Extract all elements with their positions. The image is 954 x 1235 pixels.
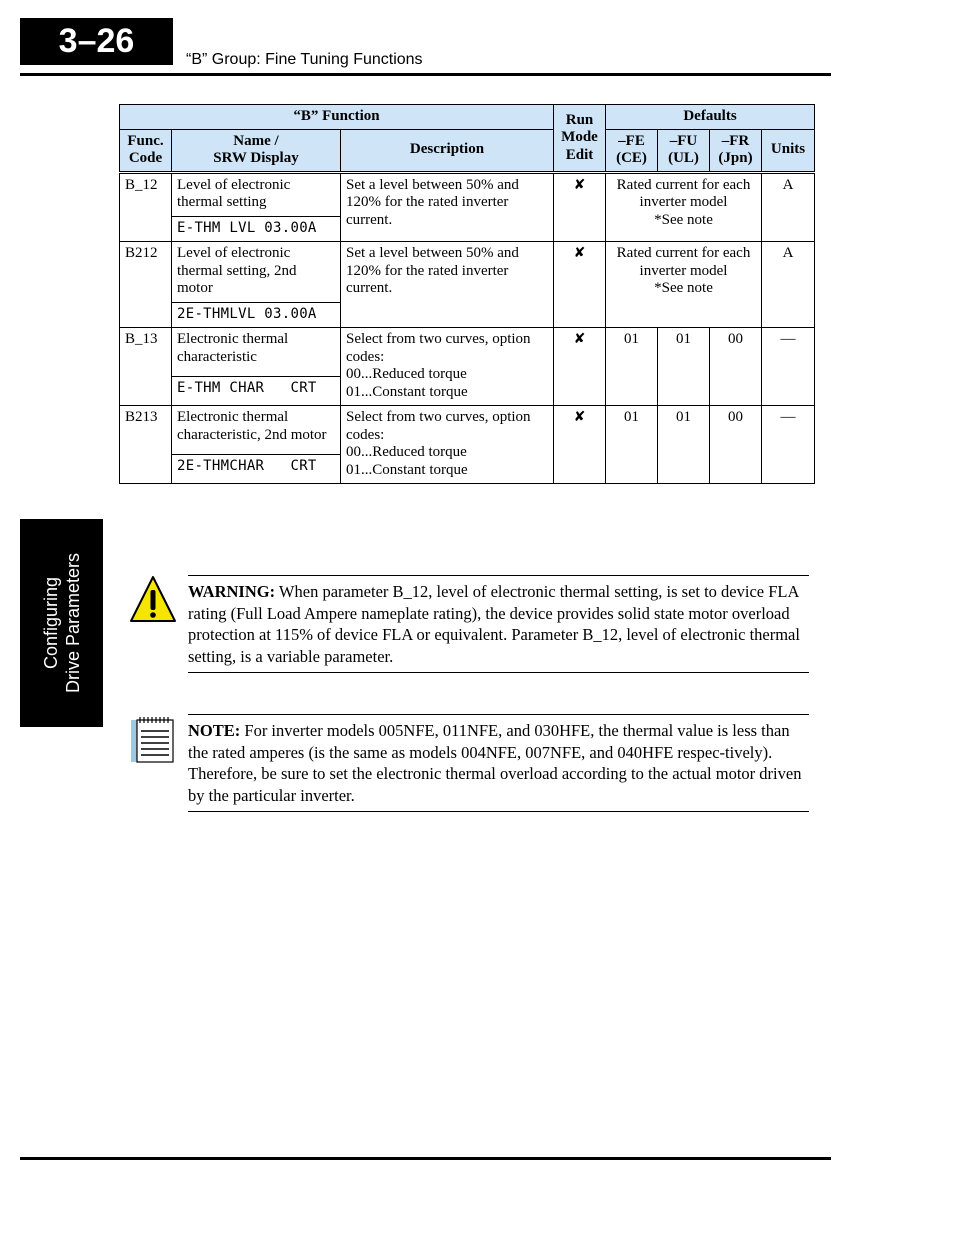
fr-line2: (Jpn) [718,150,753,166]
run-mode-edit-mark [554,328,606,406]
run-mode-edit-mark [554,406,606,484]
x-mark-icon: ✘ [573,245,586,261]
option-item [346,444,548,462]
option-item [346,384,548,402]
param-description [341,406,554,484]
param-description [341,328,554,406]
header-rule [20,73,831,76]
units-header: Units [762,129,815,172]
default-fu: 01 [658,328,710,406]
func-code-line2: Code [128,150,163,166]
option-label: Reduced torque [372,444,467,460]
defaults-text: Rated current for each inverter model [616,176,751,210]
defaults-merged [606,242,762,328]
srw-display: E-THM CHAR CRT [172,376,341,405]
page-number: 3–26 [20,18,173,65]
table-row [120,406,815,455]
warning-text [188,576,809,673]
header-row-1 [120,105,815,130]
name-srw-line1: Name / [233,132,279,149]
fu-line2: (UL) [668,150,699,166]
func-code-line1: Func. [127,132,164,149]
table-row [120,172,815,216]
srw-display: E-THM LVL 03.00A [172,216,341,242]
description-text: Select from two curves, option codes: [346,331,531,365]
srw-display: 2E-THMLVL 03.00A [172,302,341,328]
fe-line1: –FE [618,132,645,149]
header-row-2 [120,129,815,172]
side-tab [20,519,103,727]
param-description: Set a level between 50% and 120% for the rated inverter current. [341,172,554,242]
description-header: Description [341,129,554,172]
table-row [120,328,815,377]
note-text [188,715,809,812]
b-function-header: “B” Function [120,105,554,130]
defaults-text: Rated current for each inverter model [616,245,751,279]
fe-line2: (CE) [616,150,647,166]
defaults-header: Defaults [606,105,815,130]
fe-header [606,129,658,172]
x-mark-icon: ✘ [573,331,586,347]
func-code: B_13 [120,328,172,406]
option-label: Reduced torque [372,366,467,382]
warning-block [188,575,809,673]
side-tab-line1: Configuring [40,576,61,670]
fu-line1: –FU [669,132,698,149]
run-mode-edit-header [554,105,606,173]
option-label: Constant torque [372,383,468,400]
section-title: “B” Group: Fine Tuning Functions [186,51,423,68]
param-description: Set a level between 50% and 120% for the rated inverter current. [341,242,554,328]
x-mark-icon: ✘ [573,176,586,193]
table-row [120,242,815,303]
option-item [346,366,548,384]
param-name: Electronic thermal characteristic, 2nd motor [172,406,341,455]
run-mode-edit-label: Run Mode Edit [561,111,598,163]
defaults-note: *See note [654,211,713,228]
defaults-note: *See note [654,280,713,296]
default-fu: 01 [658,406,710,484]
option-key: 01... [346,383,373,400]
run-mode-edit-mark [554,172,606,242]
parameter-table [119,104,815,484]
run-mode-edit-mark [554,242,606,328]
side-tab-label [40,553,84,693]
fr-line1: –FR [721,132,750,149]
warning-triangle-icon [129,574,177,629]
option-key: 01... [346,461,373,478]
fr-header [710,129,762,172]
description-text: Select from two curves, option codes: [346,409,531,443]
units: — [762,406,815,484]
name-srw-line2: SRW Display [213,150,299,166]
option-key: 00... [346,444,373,460]
default-fe: 01 [606,328,658,406]
defaults-merged [606,172,762,242]
fu-header [658,129,710,172]
note-label: NOTE: [188,721,241,740]
name-srw-header [172,129,341,172]
units: A [762,242,815,328]
option-key: 00... [346,366,373,382]
default-fr: 00 [710,328,762,406]
param-name: Level of electronic thermal setting [172,172,341,216]
func-code: B213 [120,406,172,484]
func-code: B212 [120,242,172,328]
side-tab-line2: Drive Parameters [62,552,83,694]
units: — [762,328,815,406]
option-item [346,462,548,480]
func-code: B_12 [120,172,172,242]
units: A [762,172,815,242]
footer-rule [20,1157,831,1160]
param-name: Electronic thermal characteristic [172,328,341,377]
default-fe: 01 [606,406,658,484]
param-name: Level of electronic thermal setting, 2nd motor [172,242,341,303]
notepad-icon [129,714,177,769]
note-body: For inverter models 005NFE, 011NFE, and 030HFE, the thermal value is less than the rated amperes (is the same as models 004NFE, 007NFE, and 040HFE respec-tively). Therefore, be sure to set the electronic thermal overload according to the actual motor driven by the particular inverter. [188,721,802,805]
warning-label: WARNING: [188,582,276,601]
func-code-header [120,129,172,172]
x-mark-icon: ✘ [573,409,586,425]
warning-body: When parameter B_12, level of electronic thermal setting, is set to device FLA rating (Full Load Ampere nameplate rating), the device provides solid state motor overload protection at 115% of device FLA or equivalent. Parameter B_12, level of electronic thermal setting, is a variable parameter. [188,582,800,666]
default-fr: 00 [710,406,762,484]
srw-display: 2E-THMCHAR CRT [172,454,341,483]
note-block [188,714,809,812]
option-label: Constant torque [372,461,468,478]
